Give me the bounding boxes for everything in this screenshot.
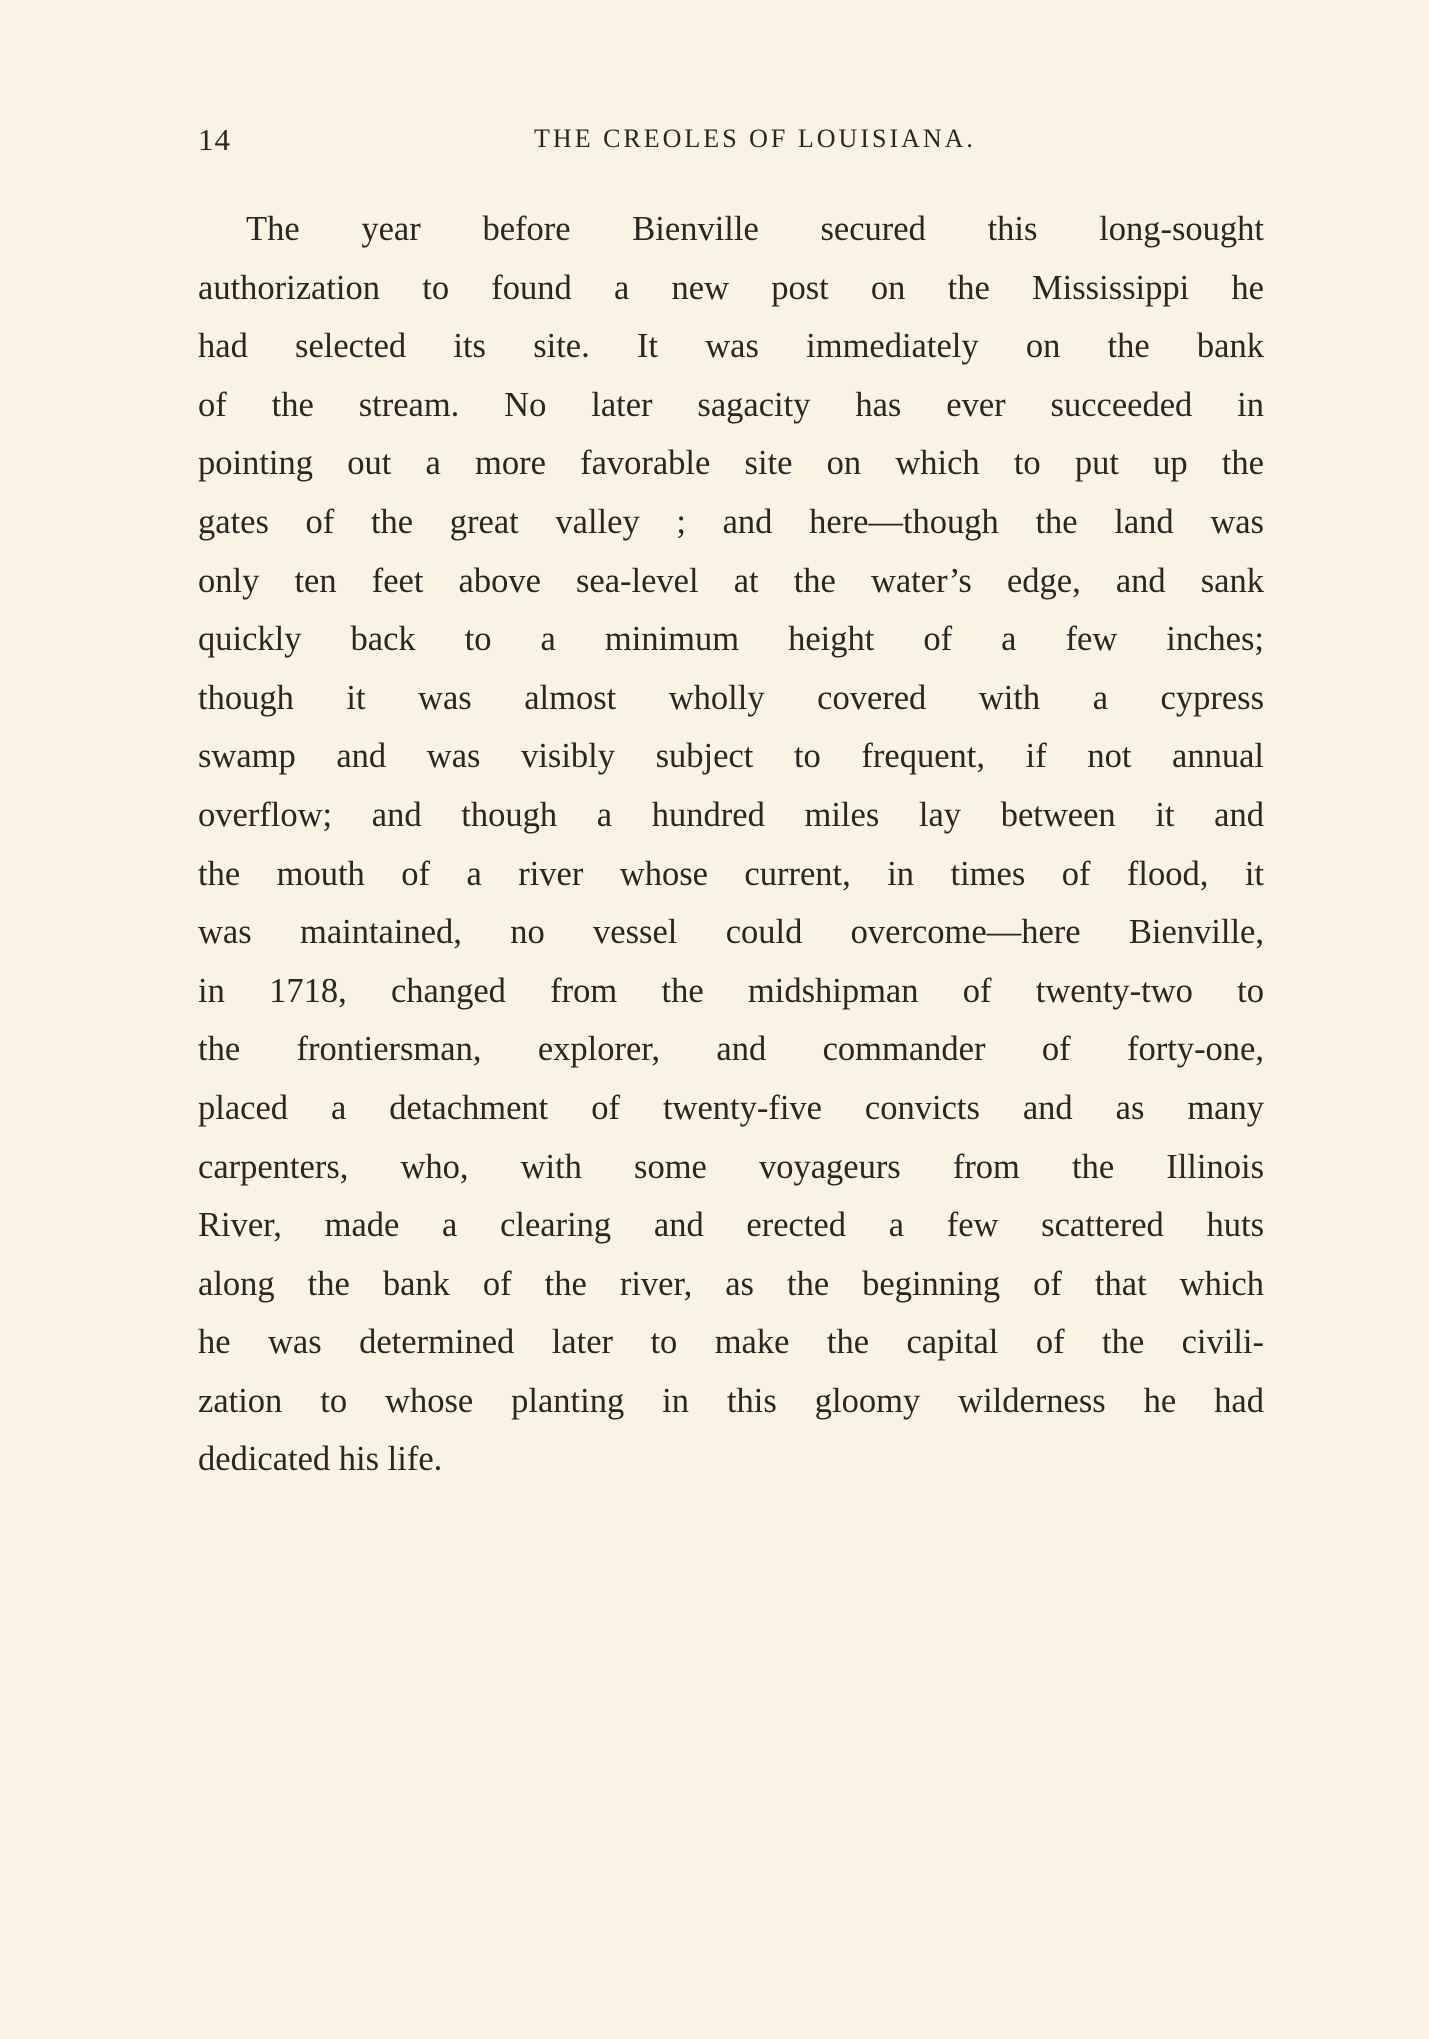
text-line: dedicated his life.: [198, 1440, 443, 1479]
text-line: of the stream. No later sagacity has ever succeeded in: [198, 385, 1264, 424]
body-paragraph: [198, 200, 1264, 1489]
running-title: THE CREOLES OF LOUISIANA.: [534, 124, 976, 153]
text-line: zation to whose planting in this gloomy wilderness he had: [198, 1381, 1264, 1420]
text-line: River, made a clearing and erected a few scattered huts: [198, 1206, 1264, 1245]
text-line: the frontiersman, explorer, and commander of forty-one,: [198, 1030, 1264, 1069]
text-line: placed a detachment of twenty-five convicts and as many: [198, 1088, 1264, 1127]
text-line: he was determined later to make the capital of the civili-: [198, 1323, 1264, 1362]
text-line: had selected its site. It was immediately on the bank: [198, 327, 1264, 366]
text-line: quickly back to a minimum height of a few inches;: [198, 620, 1264, 659]
text-line: though it was almost wholly covered with a cypress: [198, 678, 1264, 717]
text-line: The year before Bienville secured this long-sought: [246, 210, 1264, 248]
text-line: was maintained, no vessel could overcome—here Bienville,: [198, 913, 1264, 952]
text-line: the mouth of a river whose current, in times of flood, it: [198, 854, 1264, 893]
text-line: gates of the great valley ; and here—though the land was: [198, 502, 1264, 541]
text-line: in 1718, changed from the midshipman of twenty-two to: [198, 971, 1264, 1010]
page-number: 14: [198, 122, 231, 157]
text-line: carpenters, who, with some voyageurs from the Illinois: [198, 1147, 1264, 1186]
text-line: pointing out a more favorable site on which to put up the: [198, 444, 1264, 483]
text-line: along the bank of the river, as the beginning of that which: [198, 1264, 1264, 1303]
text-line: only ten feet above sea-level at the water’s edge, and sank: [198, 561, 1264, 600]
text-line: swamp and was visibly subject to frequent, if not annual: [198, 737, 1264, 776]
text-line: overflow; and though a hundred miles lay between it and: [198, 795, 1264, 834]
running-head: [198, 122, 1264, 162]
text-line: authorization to found a new post on the Mississippi he: [198, 268, 1264, 307]
